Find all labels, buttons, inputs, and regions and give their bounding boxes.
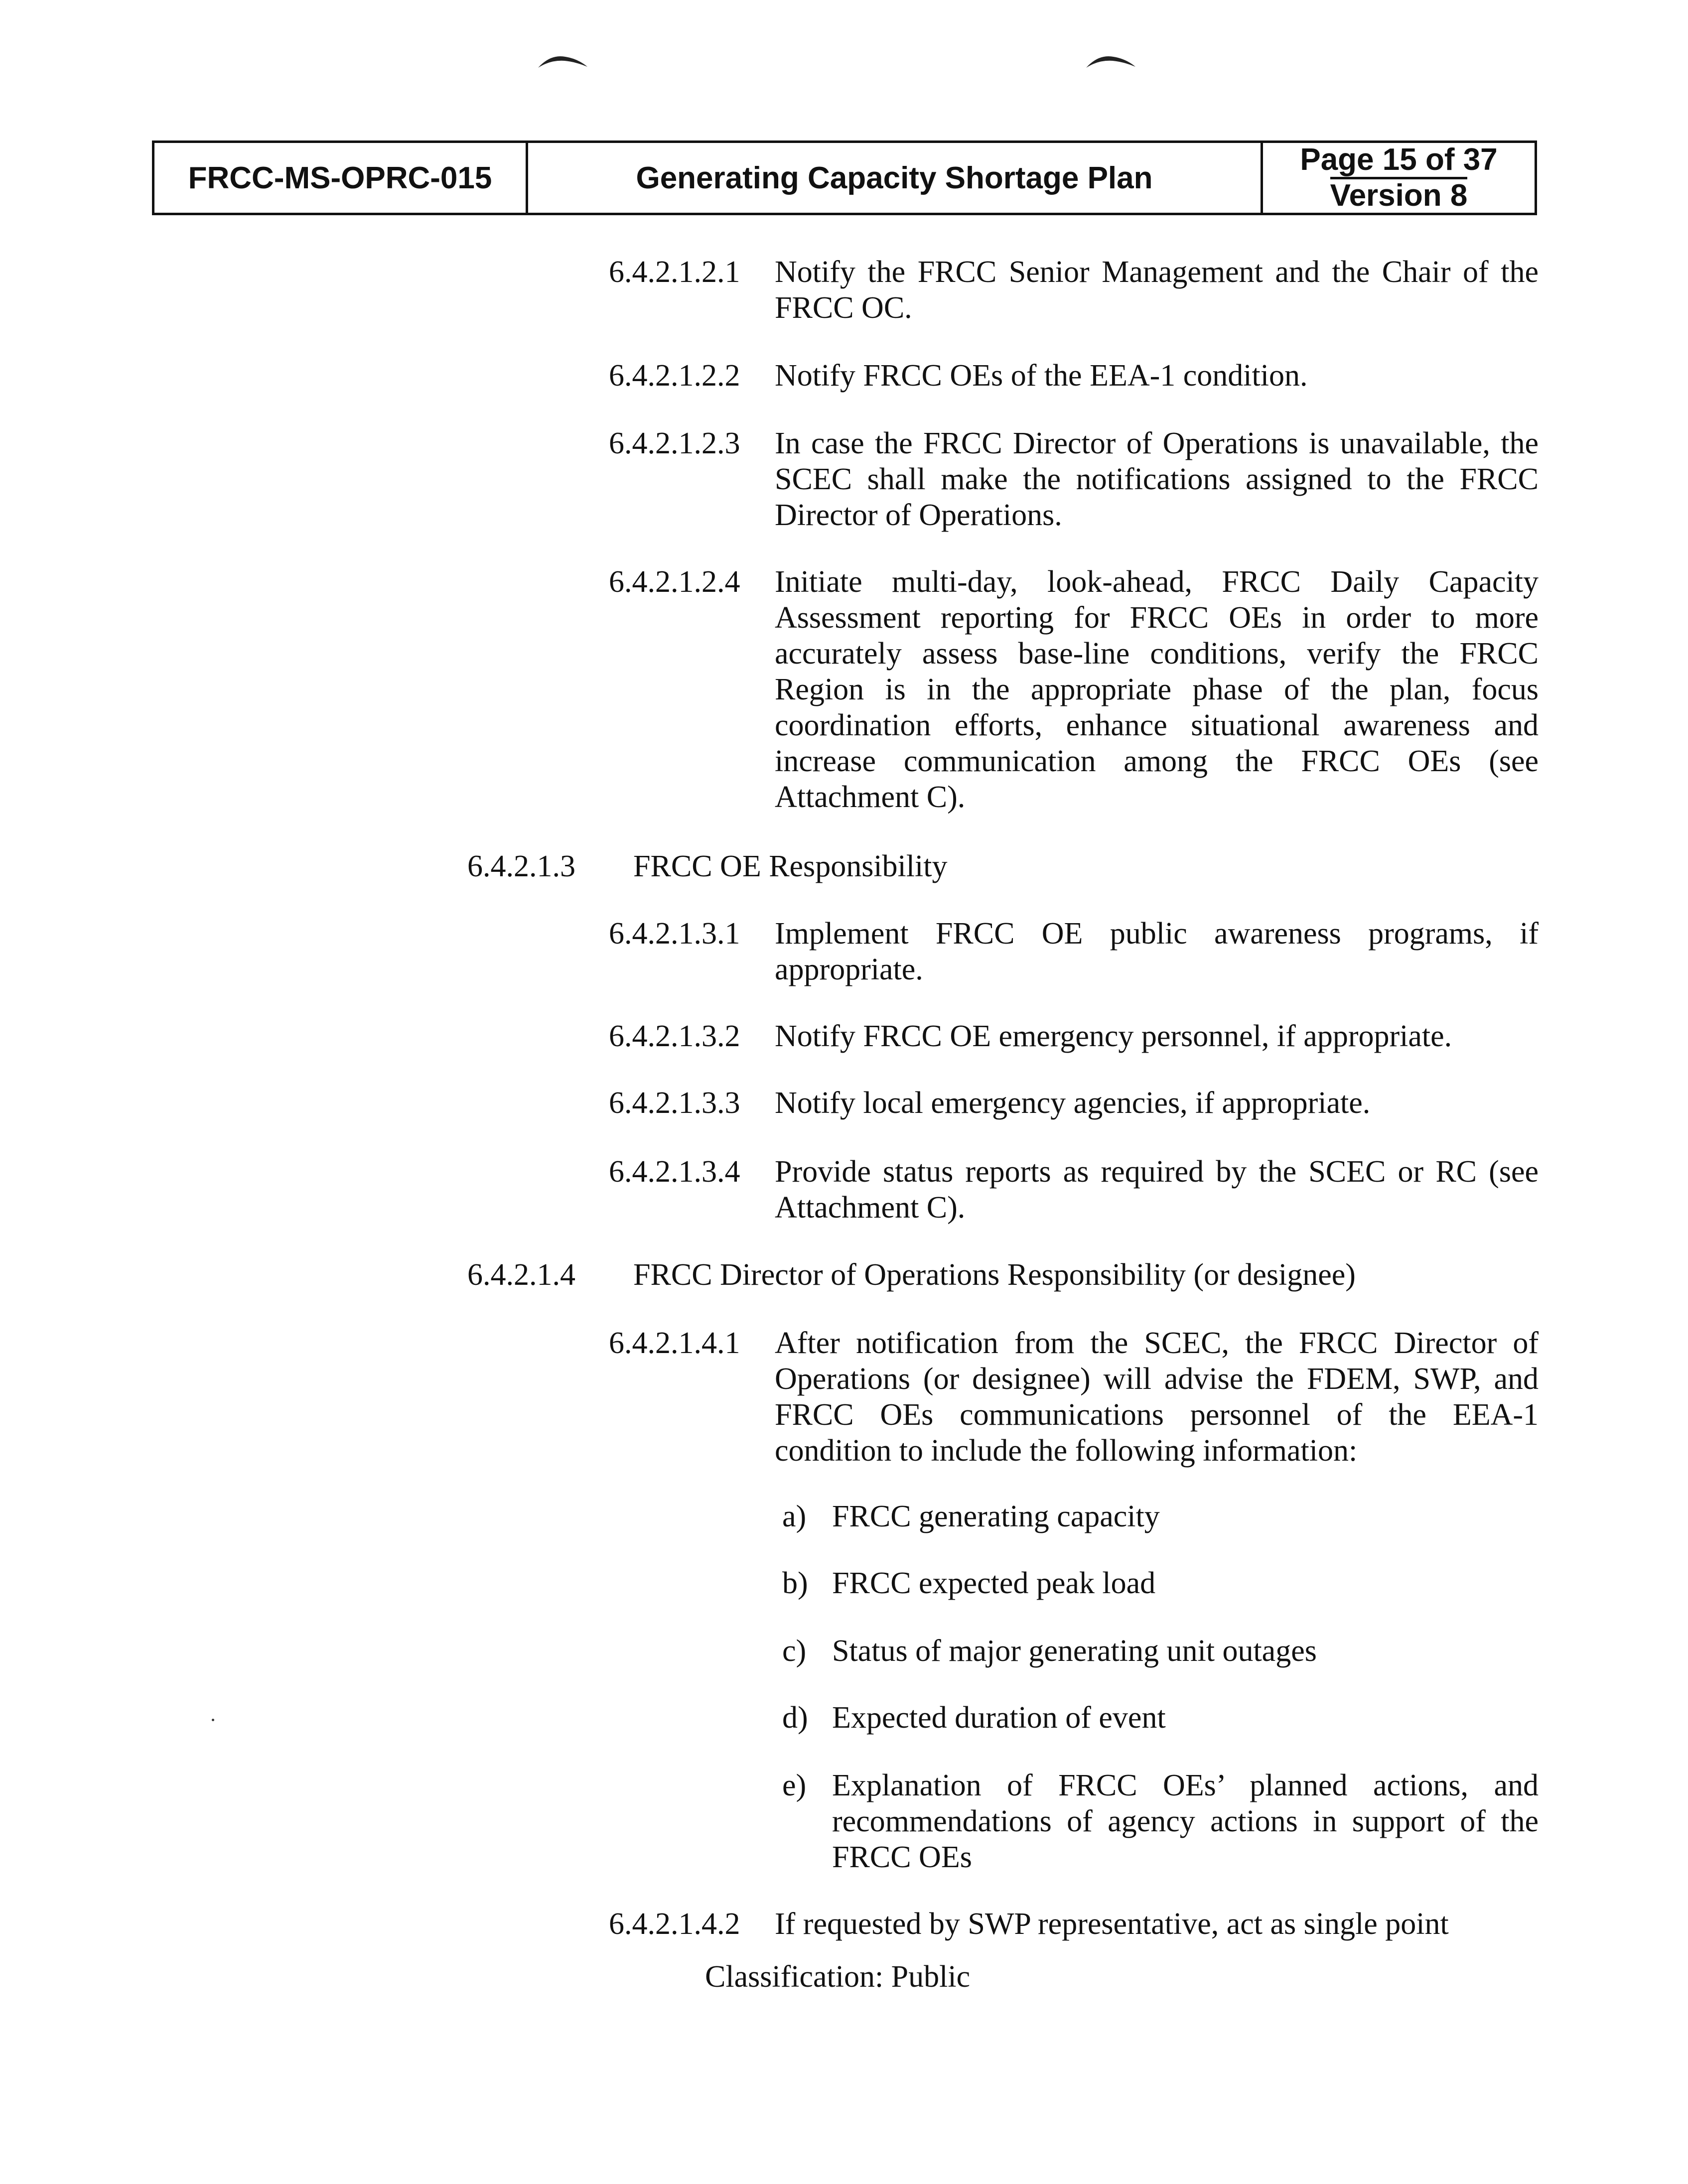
list-item (782, 1565, 1539, 1601)
section-text: In case the FRCC Director of Operations is unavailable, the SCEC shall make the notifications assigned to the FRCC Director of Operations. (775, 426, 1539, 532)
section-text: Initiate multi-day, look-ahead, FRCC Daily Capacity Assessment reporting for FRCC OEs in order to more accurately assess base-line conditions, verify the FRCC Region is in the appropriate phase of the plan, focus coordination efforts, enhance situational awareness and increase communication among the FRCC OEs (see Attachment C). (775, 565, 1539, 814)
section-item (609, 1085, 1539, 1121)
document-header (152, 140, 1537, 215)
doc-title: Generating Capacity Shortage Plan (526, 143, 1261, 213)
section-text: Notify the FRCC Senior Management and the Chair of the FRCC OC. (775, 255, 1539, 325)
section-item (609, 1018, 1539, 1054)
section-number: 6.4.2.1.3.1 (609, 917, 740, 951)
section-number: 6.4.2.1.3.3 (609, 1086, 740, 1120)
section-number: 6.4.2.1.3.4 (609, 1155, 740, 1189)
list-item (782, 1633, 1539, 1669)
version: Version 8 (1330, 177, 1468, 213)
section-item (467, 1257, 1539, 1293)
section-number: 6.4.2.1.2.1 (609, 255, 740, 289)
section-number: 6.4.2.1.3.2 (609, 1019, 740, 1053)
section-text: Notify FRCC OE emergency personnel, if appropriate. (775, 1019, 1452, 1053)
list-marker: e) (782, 1769, 807, 1802)
doc-id: FRCC-MS-OPRC-015 (188, 160, 492, 195)
section-item (609, 358, 1539, 394)
section-item (609, 1154, 1539, 1226)
section-item (609, 425, 1539, 533)
scan-mark-icon (1084, 50, 1138, 70)
section-heading: FRCC Director of Operations Responsibility (or designee) (633, 1258, 1356, 1292)
list-item (782, 1499, 1539, 1534)
list-text: Expected duration of event (832, 1701, 1166, 1735)
list-marker: b) (782, 1566, 808, 1600)
list-text: Explanation of FRCC OEs’ planned actions, and recommendations of agency actions in support of the FRCC OEs (832, 1769, 1539, 1874)
scan-mark-icon (536, 50, 590, 70)
section-item (609, 1325, 1539, 1469)
section-text: If requested by SWP representative, act as single point (775, 1907, 1449, 1941)
page-number: Page 15 of 37 (1300, 142, 1498, 177)
list-text: Status of major generating unit outages (832, 1634, 1317, 1668)
section-heading: FRCC OE Responsibility (633, 849, 948, 883)
section-number: 6.4.2.1.2.4 (609, 565, 740, 599)
section-item (609, 916, 1539, 987)
section-text: Implement FRCC OE public awareness programs, if appropriate. (775, 917, 1539, 986)
list-text: FRCC expected peak load (832, 1566, 1156, 1600)
section-number: 6.4.2.1.2.2 (609, 359, 740, 393)
list-marker: c) (782, 1634, 807, 1668)
section-text: Notify local emergency agencies, if appropriate. (775, 1086, 1371, 1120)
section-number: 6.4.2.1.3 (467, 849, 575, 883)
list-text: FRCC generating capacity (832, 1500, 1160, 1533)
section-number: 6.4.2.1.4.1 (609, 1326, 740, 1360)
section-text: After notification from the SCEC, the FRCC Director of Operations (or designee) will advise the FDEM, SWP, and FRCC OEs communications personnel of the EEA-1 condition to include the following information: (775, 1326, 1539, 1468)
section-item (467, 848, 1539, 884)
section-number: 6.4.2.1.2.3 (609, 426, 740, 460)
section-number: 6.4.2.1.4 (467, 1258, 575, 1292)
list-item (782, 1700, 1539, 1736)
page-version-cell (1261, 143, 1535, 213)
list-item (782, 1768, 1539, 1875)
section-text: Provide status reports as required by the SCEC or RC (see Attachment C). (775, 1155, 1539, 1225)
section-text: Notify FRCC OEs of the EEA-1 condition. (775, 359, 1308, 393)
classification-footer: Classification: Public (705, 1960, 971, 1994)
section-item (609, 254, 1539, 326)
section-number: 6.4.2.1.4.2 (609, 1907, 740, 1941)
section-item (609, 1906, 1539, 1942)
scan-speck (212, 1719, 214, 1721)
list-marker: a) (782, 1500, 807, 1533)
list-marker: d) (782, 1701, 808, 1735)
section-item (609, 564, 1539, 815)
